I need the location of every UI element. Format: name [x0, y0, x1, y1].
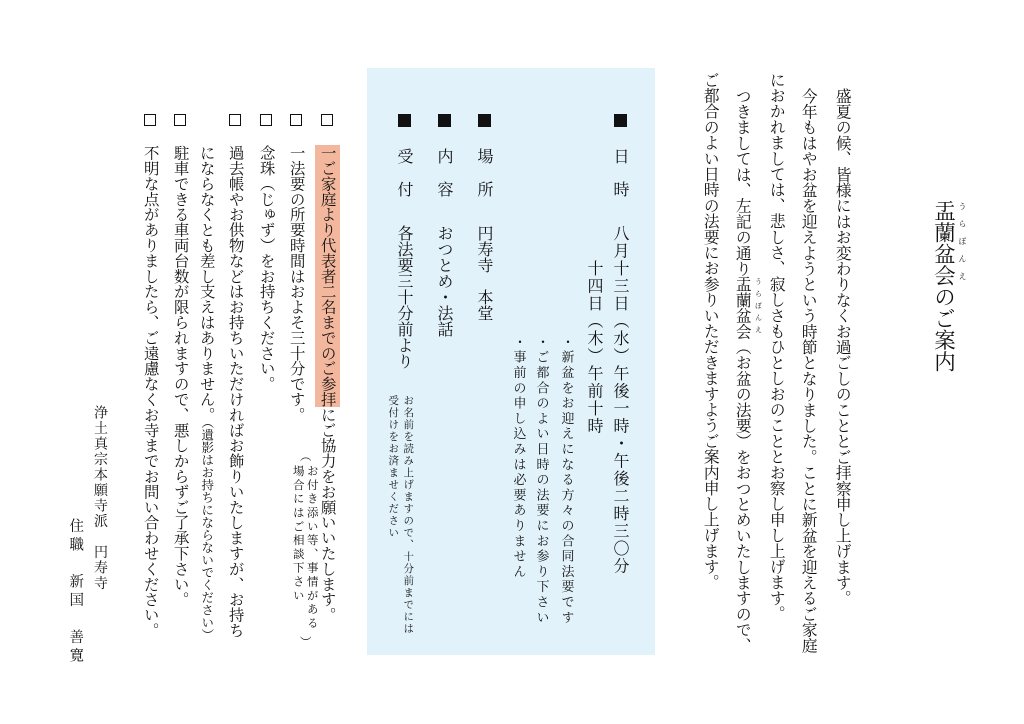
square-bullet-icon	[614, 114, 627, 127]
date-line-2: 十四日（木）午前十時	[585, 260, 604, 435]
request-item-1-rest: にご協力をお願いいたします。	[318, 406, 337, 623]
request-highlight: 一ご家庭より代表者二名までのご参拝	[315, 145, 340, 407]
greeting-line-4	[735, 88, 751, 653]
content-label: 内容	[435, 148, 454, 214]
checkbox-icon	[229, 114, 241, 126]
request-item-1	[318, 145, 337, 623]
checkbox-icon	[290, 114, 302, 126]
reception-value: 各法要三十分前より	[395, 225, 414, 369]
signature-organization: 浄土真宗本願寺派 円寿寺	[92, 405, 108, 591]
date-note-1: ・新盆をお迎えになる方々の合同法要です	[558, 335, 574, 626]
reception-label: 受付	[395, 148, 414, 214]
signature-priest: 住職 新国 善寛	[67, 518, 84, 666]
date-note-3: ・事前の申し込みは必要ありません	[510, 335, 526, 580]
request-item-4-line-2-text: にならなくとも差し支えはありません。	[197, 145, 216, 423]
square-bullet-icon	[398, 114, 411, 127]
square-bullet-icon	[478, 114, 491, 127]
checkbox-icon	[321, 114, 333, 126]
request-item-6: 不明な点がありましたら、ご遠慮なくお寺までお問い合わせください。	[141, 145, 160, 638]
request-note-close-paren: ）	[298, 636, 313, 650]
reception-note-1: お名前を読み上げますので、十分前までには	[402, 395, 415, 635]
reception-note-2: 受付けをお済ませください	[387, 395, 400, 539]
request-item-4-line-1: 過去帳やお供物などはお持ちいただければお飾りいたしますが、お持ち	[226, 145, 245, 638]
request-item-2: 一法要の所要時間はおよそ三十分です。	[287, 145, 306, 423]
checkbox-icon	[174, 114, 186, 126]
date-note-2: ・ご都合のよい日時の法要にお参り下さい	[533, 335, 549, 626]
urabon-term: 盂蘭盆会	[733, 276, 753, 340]
request-note-open-paren: （	[298, 450, 313, 464]
greeting-line-4-before: つきましては、左記の通り	[733, 88, 753, 277]
urabon-furigana: うらぼんえ	[754, 278, 763, 338]
request-item-5: 駐車できる車両台数が限られますので、悪しからずご了承下さい。	[171, 145, 190, 607]
greeting-line-2: 今年もはやお盆を迎えようという時節となりました。ことに新盆を迎えるご家庭	[799, 88, 819, 654]
request-item-4-line-2	[197, 145, 216, 641]
checkbox-icon	[144, 114, 156, 126]
greeting-line-4-after: （お盆の法要）をおつとめいたしますので、	[733, 339, 753, 654]
square-bullet-icon	[438, 114, 451, 127]
request-note-line-2: 場合にはご相談下さい	[291, 465, 306, 603]
greeting-line-1: 盛夏の候、皆様にはお変わりなくお過ごしのこととご拝察申し上げます。	[833, 88, 853, 607]
greeting-line-5: ご都合のよい日時の法要にお参りいただきますようご案内申し上げます。	[701, 72, 721, 591]
place-value: 円寿寺 本堂	[475, 225, 494, 321]
request-note-line-1: お付き添い等、事情がある	[305, 465, 320, 631]
date-label: 日時	[611, 148, 630, 214]
date-line-1: 八月十三日（水）午後一時・午後二時三〇分	[611, 225, 630, 575]
greeting-line-3: におかれましては、悲しさ、寂しさもひとしおのこととお察し申し上げます。	[767, 72, 787, 622]
checkbox-icon	[260, 114, 272, 126]
place-label: 場所	[475, 148, 494, 214]
content-value: おつとめ・法話	[435, 225, 454, 337]
request-item-3: 念珠（じゅず）をお持ちください。	[257, 145, 276, 392]
title-furigana: うらぼんえ	[958, 202, 967, 290]
page-title: 盂蘭盆会のご案内	[930, 200, 956, 372]
request-item-4-aside: （遺影はお持ちにならないでください）	[199, 422, 215, 641]
